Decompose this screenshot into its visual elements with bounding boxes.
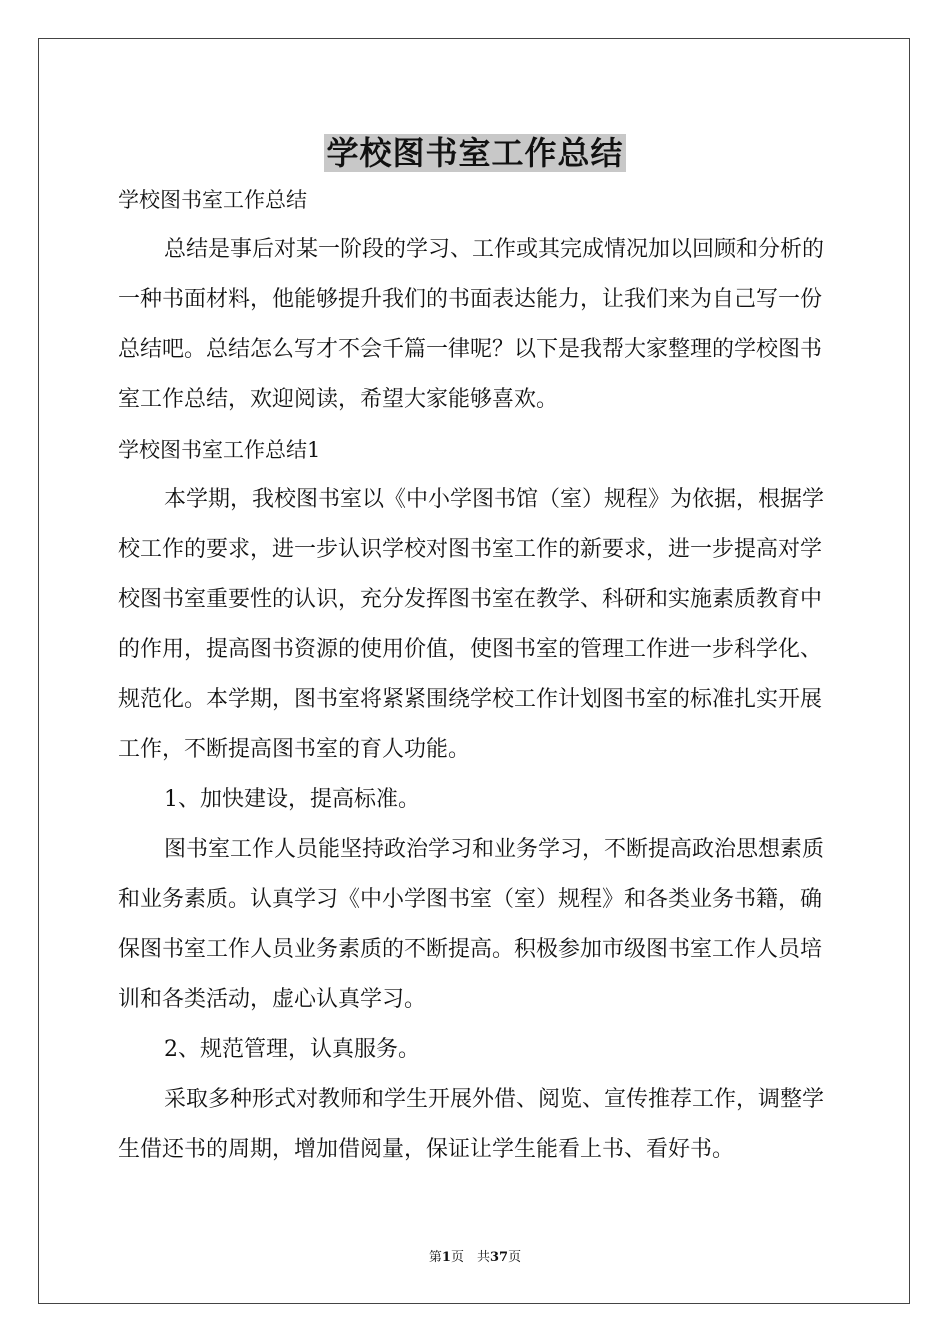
document-title-wrapper: [0, 128, 950, 174]
footer-mid: 页 共: [450, 1250, 490, 1265]
footer-suffix: 页: [508, 1250, 522, 1265]
list-item-2: 2、规范管理，认真服务。: [164, 1037, 420, 1062]
paragraph-2: 图书室工作人员能坚持政治学习和业务学习，不断提高政治思想素质和业务素质。认真学习《中小学图书室（室）规程》和各类业务书籍，确保图书室工作人员业务素质的不断提高。积极参加市级图书室工作人员培训和各类活动，虚心认真学习。: [118, 837, 825, 1012]
page-footer: [0, 1246, 950, 1265]
intro-paragraph: 总结是事后对某一阶段的学习、工作或其完成情况加以回顾和分析的一种书面材料，他能够提升我们的书面表达能力，让我们来为自己写一份总结吧。总结怎么写才不会千篇一律呢？以下是我帮大家整理的学校图书室工作总结，欢迎阅读，希望大家能够喜欢。: [118, 237, 825, 412]
section-title: 学校图书室工作总结1: [118, 438, 321, 462]
subheading: 学校图书室工作总结: [118, 188, 307, 212]
list-item-1: 1、加快建设，提高标准。: [164, 787, 420, 812]
footer-page-number: 1: [441, 1250, 451, 1265]
footer-prefix: 第: [428, 1250, 442, 1265]
paragraph-1: 本学期，我校图书室以《中小学图书馆（室）规程》为依据，根据学校工作的要求，进一步认识学校对图书室工作的新要求，进一步提高对学校图书室重要性的认识，充分发挥图书室在教学、科研和实施素质教育中的作用，提高图书资源的使用价值，使图书室的管理工作进一步科学化、规范化。本学期，图书室将紧紧围绕学校工作计划图书室的标准扎实开展工作，不断提高图书室的育人功能。: [118, 487, 825, 762]
footer-total-pages: 37: [489, 1250, 509, 1265]
paragraph-3: 采取多种形式对教师和学生开展外借、阅览、宣传推荐工作，调整学生借还书的周期，增加借阅量，保证让学生能看上书、看好书。: [118, 1087, 825, 1162]
document-title: 学校图书室工作总结: [326, 134, 624, 172]
